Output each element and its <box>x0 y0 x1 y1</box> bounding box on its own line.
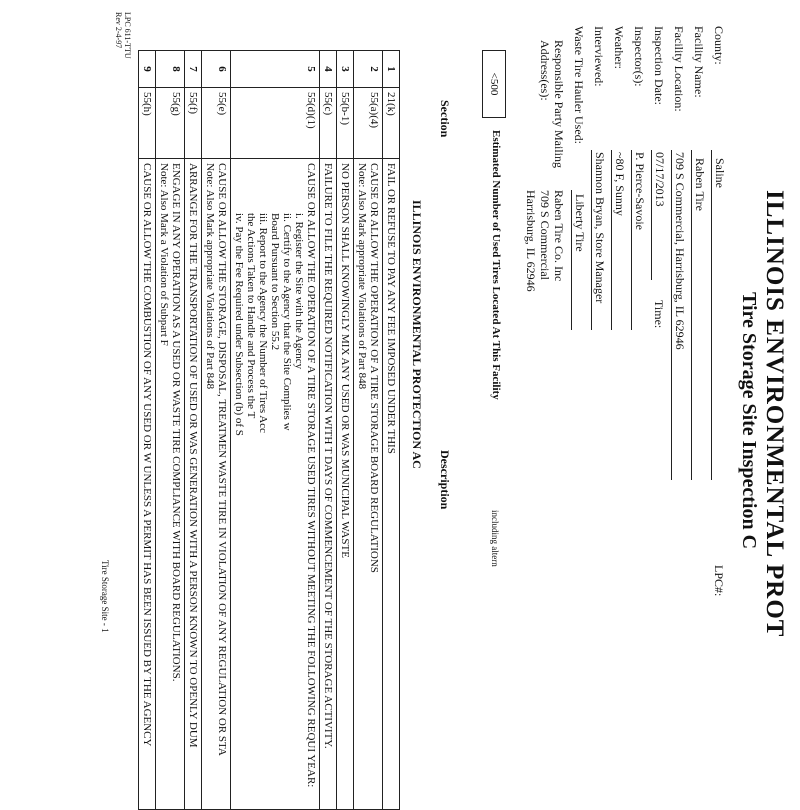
form-title: ILLINOIS ENVIRONMENTAL PROT <box>761 190 788 638</box>
violation-note: Note: Also Mark appropriate Violations of Part 848 <box>356 163 368 390</box>
section-column-header: Section <box>438 100 452 138</box>
estimated-tires-box: <500 <box>482 50 506 118</box>
violation-row <box>202 51 231 810</box>
violation-section: 55(d)(1) <box>231 88 320 159</box>
requirement-item: iii. Report to the Agency the Number of Tires Acc <box>257 213 269 433</box>
violation-text: CAUSE OR ALLOW THE OPERATION OF A TIRE STORAGE BOARD REGULATIONS <box>368 163 380 573</box>
violation-text: CAUSE OR ALLOW THE COMBUSTION OF ANY USED OR W UNLESS A PERMIT HAS BEEN ISSUED BY THE AGENCY <box>141 163 153 747</box>
violation-text: FAIL OR REFUSE TO PAY ANY FEE IMPOSED UNDER THIS <box>385 163 397 454</box>
violation-row <box>354 51 383 810</box>
violation-row <box>383 51 400 810</box>
county-label: County: <box>712 26 726 65</box>
county-underline <box>711 150 726 480</box>
violation-text: CAUSE OR ALLOW THE OPERATION OF A TIRE STORAGE USED TIRES WITHOUT MEETING THE FOLLOWING REQUI YEAR: <box>305 163 317 788</box>
inspection-date-label: Inspection Date: <box>652 26 666 105</box>
violation-section: 55(h) <box>139 88 156 159</box>
mailing-line3: Harrisburg, IL 62946 <box>524 190 538 292</box>
mailing-line2: 709 S Commercial <box>538 190 552 280</box>
violation-number: 5 <box>231 51 320 88</box>
form-id-line2: Rev 2-4-97 <box>114 12 123 49</box>
agency-heading: ILLINOIS ENVIRONMENTAL PROTECTION AC <box>410 200 424 469</box>
violation-number: 4 <box>320 51 337 88</box>
form-id <box>114 12 132 59</box>
violation-description <box>156 159 185 810</box>
violation-text: FAILURE TO FILE THE REQUIRED NOTIFICATION WITH T DAYS OF COMMENCEMENT OF THE STORAGE ACTIVITY. <box>322 163 334 749</box>
lpc-label: LPC#: <box>712 565 726 597</box>
violation-description <box>354 159 383 810</box>
violation-section: 55(c) <box>320 88 337 159</box>
hauler-value: Liberty Tire <box>573 194 587 252</box>
requirement-item: the Actions Taken to Handle and Process the T <box>245 213 257 419</box>
weather-label: Weather: <box>612 26 626 70</box>
mailing-label-line1: Responsible Party Mailing <box>552 40 566 168</box>
estimated-tires-label-suffix: including altern <box>490 510 500 567</box>
page-label: Tire Storage Site - 1 <box>100 560 110 633</box>
violation-number: 3 <box>337 51 354 88</box>
violation-row <box>139 51 156 810</box>
violation-text: NO PERSON SHALL KNOWINGLY MIX ANY USED OR WAS MUNICIPAL WASTE <box>339 163 351 558</box>
violation-text: ENGAGE IN ANY OPERATION AS A USED OR WASTE TIRE COMPLIANCE WITH BOARD REGULATIONS. <box>170 163 182 682</box>
violation-description <box>383 159 400 810</box>
time-label: Time: <box>652 300 666 329</box>
violation-row <box>156 51 185 810</box>
estimated-tires-label: Estimated Number of Used Tires Located At This Facility <box>490 130 502 400</box>
violation-description <box>320 159 337 810</box>
requirement-item: ii. Certify to the Agency that the Site Complies w <box>281 213 293 431</box>
violation-number: 8 <box>156 51 185 88</box>
form-id-line1: LPC 611-TTU <box>123 12 132 59</box>
inspectors-label: Inspector(s): <box>632 26 646 87</box>
violation-number: 2 <box>354 51 383 88</box>
requirement-item: Board Pursuant to Section 55.2 <box>269 213 281 351</box>
interviewed-label: Interviewed: <box>592 26 606 87</box>
mailing-line1: Raben Tire Co. Inc <box>552 190 566 282</box>
mailing-label-line2: Address(es): <box>538 40 552 101</box>
violation-text: ARRANGE FOR THE TRANSPORTATION OF USED OR WAS GENERATION WITH A PERSON KNOWN TO OPENLY DUM <box>187 163 199 748</box>
requirement-item: iv. Pay the Fee Required under Subsection (b) of S <box>233 213 245 436</box>
violation-description <box>202 159 231 810</box>
form-subtitle: Tire Storage Site Inspection C <box>738 292 760 550</box>
violation-description <box>337 159 354 810</box>
county-value: Saline <box>713 158 727 188</box>
violation-number: 6 <box>202 51 231 88</box>
violation-note: Note: Also Mark a Violation of Subpart F <box>158 163 170 346</box>
violation-description <box>231 159 320 810</box>
violation-note: Note: Also Mark appropriate Violations of Part 848 <box>204 163 216 390</box>
inspectors-value: P. Pierce-Savoie <box>633 152 647 230</box>
violation-text: CAUSE OR ALLOW THE STORAGE, DISPOSAL, TREATMEN WASTE TIRE IN VIOLATION OF ANY REGULATION OR STA <box>216 163 228 756</box>
violation-section: 55(a)(4) <box>354 88 383 159</box>
requirement-item: i. Register the Site with the Agency <box>293 213 305 370</box>
interviewed-value: Shannon Bryan, Store Manager <box>593 152 607 304</box>
violation-section: 55(f) <box>185 88 202 159</box>
facility-name-value: Raben Tire <box>693 158 707 212</box>
violation-row <box>337 51 354 810</box>
description-column-header: Description <box>438 450 452 510</box>
violation-row <box>231 51 320 810</box>
facility-name-label: Facility Name: <box>692 26 706 98</box>
violation-section: 55(e) <box>202 88 231 159</box>
violation-section: 21(k) <box>383 88 400 159</box>
violation-description <box>185 159 202 810</box>
violation-section: 55(b-1) <box>337 88 354 159</box>
violation-section: 55(g) <box>156 88 185 159</box>
violation-number: 7 <box>185 51 202 88</box>
weather-value: ~80 F, Sunny <box>613 152 627 216</box>
violation-number: 9 <box>139 51 156 88</box>
inspection-date-value: 07/17/2013 <box>653 152 667 207</box>
violation-row <box>320 51 337 810</box>
violations-table <box>138 50 400 810</box>
hauler-label: Waste Tire Hauler Used: <box>572 26 586 145</box>
facility-location-value: 709 S Commercial, Harrisburg, IL 62946 <box>673 152 687 350</box>
violation-number: 1 <box>383 51 400 88</box>
violation-description <box>139 159 156 810</box>
facility-location-label: Facility Location: <box>672 26 686 112</box>
violation-row <box>185 51 202 810</box>
